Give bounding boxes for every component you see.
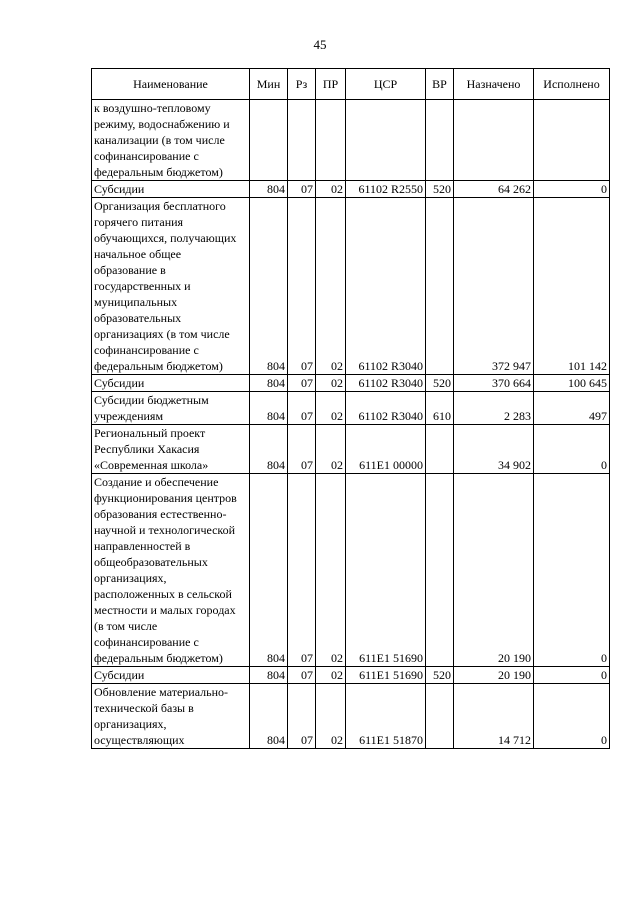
cell-min: 804 — [250, 198, 288, 375]
cell-csr: 611E1 00000 — [346, 425, 426, 474]
cell-csr — [346, 100, 426, 181]
column-header-rz: Рз — [288, 69, 316, 100]
cell-pr: 02 — [316, 181, 346, 198]
cell-naznacheno: 64 262 — [454, 181, 534, 198]
cell-ispolneno: 101 142 — [534, 198, 610, 375]
cell-vr — [426, 198, 454, 375]
cell-naznacheno: 20 190 — [454, 667, 534, 684]
cell-naznacheno — [454, 100, 534, 181]
cell-min: 804 — [250, 375, 288, 392]
cell-ispolneno: 497 — [534, 392, 610, 425]
cell-vr — [426, 474, 454, 667]
cell-ispolneno: 0 — [534, 684, 610, 749]
cell-min: 804 — [250, 392, 288, 425]
table-row — [92, 198, 610, 375]
cell-naznacheno: 372 947 — [454, 198, 534, 375]
cell-vr — [426, 684, 454, 749]
cell-min: 804 — [250, 181, 288, 198]
cell-csr: 611E1 51690 — [346, 667, 426, 684]
cell-csr: 611E1 51870 — [346, 684, 426, 749]
page-number: 45 — [313, 37, 327, 52]
table-row — [92, 474, 610, 667]
table-row — [92, 667, 610, 684]
cell-naznacheno: 2 283 — [454, 392, 534, 425]
cell-rz: 07 — [288, 198, 316, 375]
cell-vr: 520 — [426, 667, 454, 684]
cell-vr: 610 — [426, 392, 454, 425]
cell-csr: 61102 R3040 — [346, 375, 426, 392]
cell-naznacheno: 370 664 — [454, 375, 534, 392]
table-row — [92, 375, 610, 392]
cell-pr: 02 — [316, 474, 346, 667]
cell-name: Организация бесплатного горячего питания обучающихся, получающих начальное общее образование в государственных и муниципальных образовательных организациях (в том числе софинансирование с федеральным бюджетом) — [92, 198, 250, 375]
cell-naznacheno: 34 902 — [454, 425, 534, 474]
cell-csr: 61102 R3040 — [346, 198, 426, 375]
cell-rz: 07 — [288, 375, 316, 392]
column-header-name: Наименование — [92, 69, 250, 100]
table-row — [92, 181, 610, 198]
cell-pr: 02 — [316, 375, 346, 392]
cell-csr: 61102 R2550 — [346, 181, 426, 198]
cell-csr: 611E1 51690 — [346, 474, 426, 667]
cell-ispolneno: 0 — [534, 667, 610, 684]
cell-rz — [288, 100, 316, 181]
cell-vr: 520 — [426, 375, 454, 392]
cell-min: 804 — [250, 684, 288, 749]
cell-name: Региональный проект Республики Хакасия «Современная школа» — [92, 425, 250, 474]
table-row — [92, 100, 610, 181]
cell-vr: 520 — [426, 181, 454, 198]
cell-name: Субсидии бюджетным учреждениям — [92, 392, 250, 425]
cell-naznacheno: 14 712 — [454, 684, 534, 749]
cell-pr: 02 — [316, 684, 346, 749]
cell-ispolneno: 0 — [534, 425, 610, 474]
table-header-row — [92, 69, 610, 100]
column-header-ispolneno: Исполнено — [534, 69, 610, 100]
cell-pr — [316, 100, 346, 181]
cell-pr: 02 — [316, 198, 346, 375]
cell-pr: 02 — [316, 667, 346, 684]
cell-name: Субсидии — [92, 181, 250, 198]
cell-min: 804 — [250, 667, 288, 684]
cell-min: 804 — [250, 474, 288, 667]
cell-pr: 02 — [316, 425, 346, 474]
column-header-csr: ЦСР — [346, 69, 426, 100]
cell-csr: 61102 R3040 — [346, 392, 426, 425]
table-row — [92, 425, 610, 474]
cell-min — [250, 100, 288, 181]
cell-rz: 07 — [288, 684, 316, 749]
budget-table — [91, 68, 610, 749]
cell-ispolneno: 0 — [534, 181, 610, 198]
cell-rz: 07 — [288, 392, 316, 425]
cell-ispolneno: 100 645 — [534, 375, 610, 392]
cell-pr: 02 — [316, 392, 346, 425]
cell-ispolneno: 0 — [534, 474, 610, 667]
column-header-vr: ВР — [426, 69, 454, 100]
cell-rz: 07 — [288, 667, 316, 684]
cell-name: к воздушно-тепловому режиму, водоснабжению и канализации (в том числе софинансирование с федеральным бюджетом) — [92, 100, 250, 181]
cell-name: Создание и обеспечение функционирования центров образования естественно-научной и технологической направленностей в общеобразовательных организациях, расположенных в сельской местности и малых городах (в том числе софинансирование с федеральным бюджетом) — [92, 474, 250, 667]
cell-min: 804 — [250, 425, 288, 474]
column-header-min: Мин — [250, 69, 288, 100]
cell-rz: 07 — [288, 425, 316, 474]
cell-ispolneno — [534, 100, 610, 181]
cell-name: Обновление материально-технической базы в организациях, осуществляющих — [92, 684, 250, 749]
column-header-pr: ПР — [316, 69, 346, 100]
cell-rz: 07 — [288, 181, 316, 198]
cell-rz: 07 — [288, 474, 316, 667]
cell-vr — [426, 425, 454, 474]
cell-name: Субсидии — [92, 667, 250, 684]
table-row — [92, 684, 610, 749]
cell-vr — [426, 100, 454, 181]
column-header-naznacheno: Назначено — [454, 69, 534, 100]
table-row — [92, 392, 610, 425]
cell-name: Субсидии — [92, 375, 250, 392]
cell-naznacheno: 20 190 — [454, 474, 534, 667]
